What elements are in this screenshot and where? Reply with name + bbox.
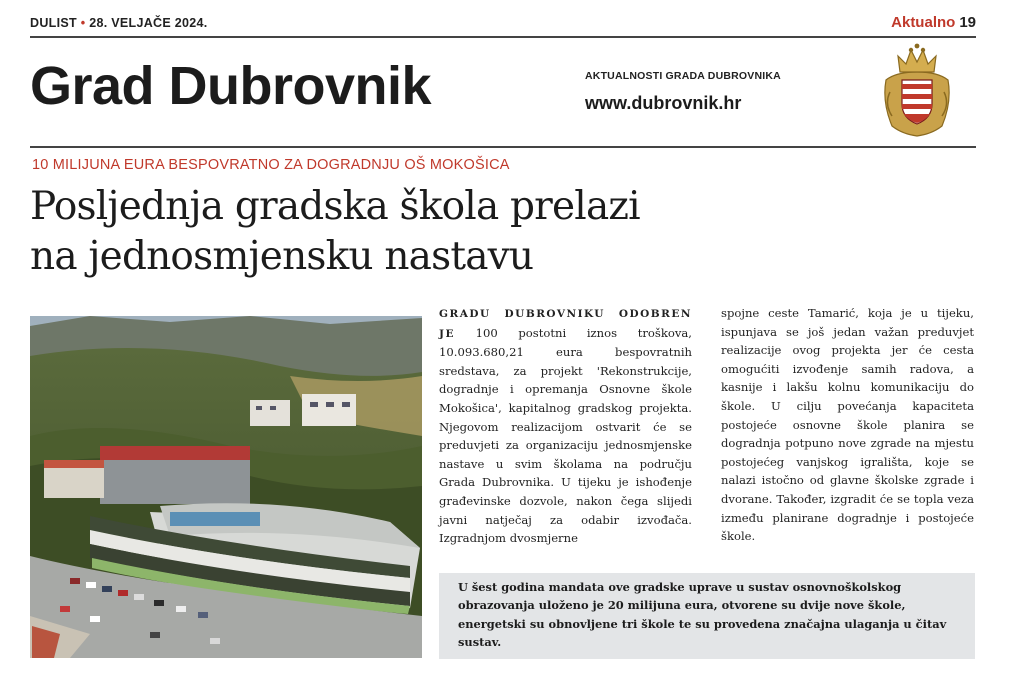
headline-line-2: na jednosmjensku nastavu <box>30 234 534 279</box>
article-lead-caps: GRADU DUBROVNIKU ODOBREN JE <box>439 308 692 340</box>
masthead-tagline: AKTUALNOSTI GRADA DUBROVNIKA <box>585 70 781 82</box>
article-headline <box>30 182 960 282</box>
section-name: Aktualno <box>891 14 956 31</box>
page-number: 19 <box>959 14 976 31</box>
article-kicker: 10 MILIJUNA EURA BESPOVRATNO ZA DOGRADNJU OŠ MOKOŠICA <box>32 157 510 173</box>
masthead-title: Grad Dubrovnik <box>30 56 432 116</box>
dubrovnik-coat-of-arms-icon <box>880 42 954 138</box>
separator-dot: • <box>80 16 86 30</box>
article-column-1-text: 100 postotni iznos troškova, 10.093.680,21 eura bespovratnih sredstava, za projekt 'Rekonstrukcije, dogradnje i opremanja Osnovne škole Mokošica', kapitalnog gradskog projekta. Njegovom realizacijom ostvarit će se preduvjeti za organizaciju jednosmjenske nastave u svim školama na području Grada Dubrovnika. U tijeku je ishođenje građevinske dozvole, nakon čega slijedi javni natječaj za odabir izvođača. Izgradnjom dvosmjerne <box>439 325 692 546</box>
masthead-divider <box>30 146 976 148</box>
callout-text: U šest godina mandata ove gradske uprave u sustav osnovnoškolskog obrazovanja uloženo je 20 milijuna eura, otvorene su dvije nove škole, energetski su obnovljene tri škole te su provedena značajna ulaganja u čitav sustav. <box>458 580 947 650</box>
issue-date: 28. VELJAČE 2024. <box>89 16 208 30</box>
headline-line-1: Posljednja gradska škola prelazi <box>30 184 640 229</box>
masthead-website-link[interactable]: www.dubrovnik.hr <box>585 93 742 113</box>
section-label <box>891 14 976 31</box>
header-divider <box>30 36 976 38</box>
publication-line <box>30 16 208 30</box>
article-column-2: spojne ceste Tamarić, koja je u tijeku, ispunjava se još jedan važan preduvjet realizacije ovog projekta jer će cesta omogućiti izvođenje samih radova, a kasnije i lakšu kolnu komunikaciju do škole. U cilju povećanja kapaciteta postojeće osnovne škole planira se dogradnja potpuno nove zgrade na mjestu postojećeg vanjskog igrališta, koje se nalazi istočno od glavne školske zgrade i dvorane. Također, izgradit će se topla veza između planirane dogradnje i postojeće škole. <box>721 306 974 544</box>
school-rendering-photo <box>30 316 422 658</box>
article-column-1 <box>439 304 692 548</box>
publication-name: DULIST <box>30 16 77 30</box>
article-callout-box <box>439 573 975 659</box>
page-header <box>30 14 976 38</box>
crest-crown <box>898 50 936 72</box>
